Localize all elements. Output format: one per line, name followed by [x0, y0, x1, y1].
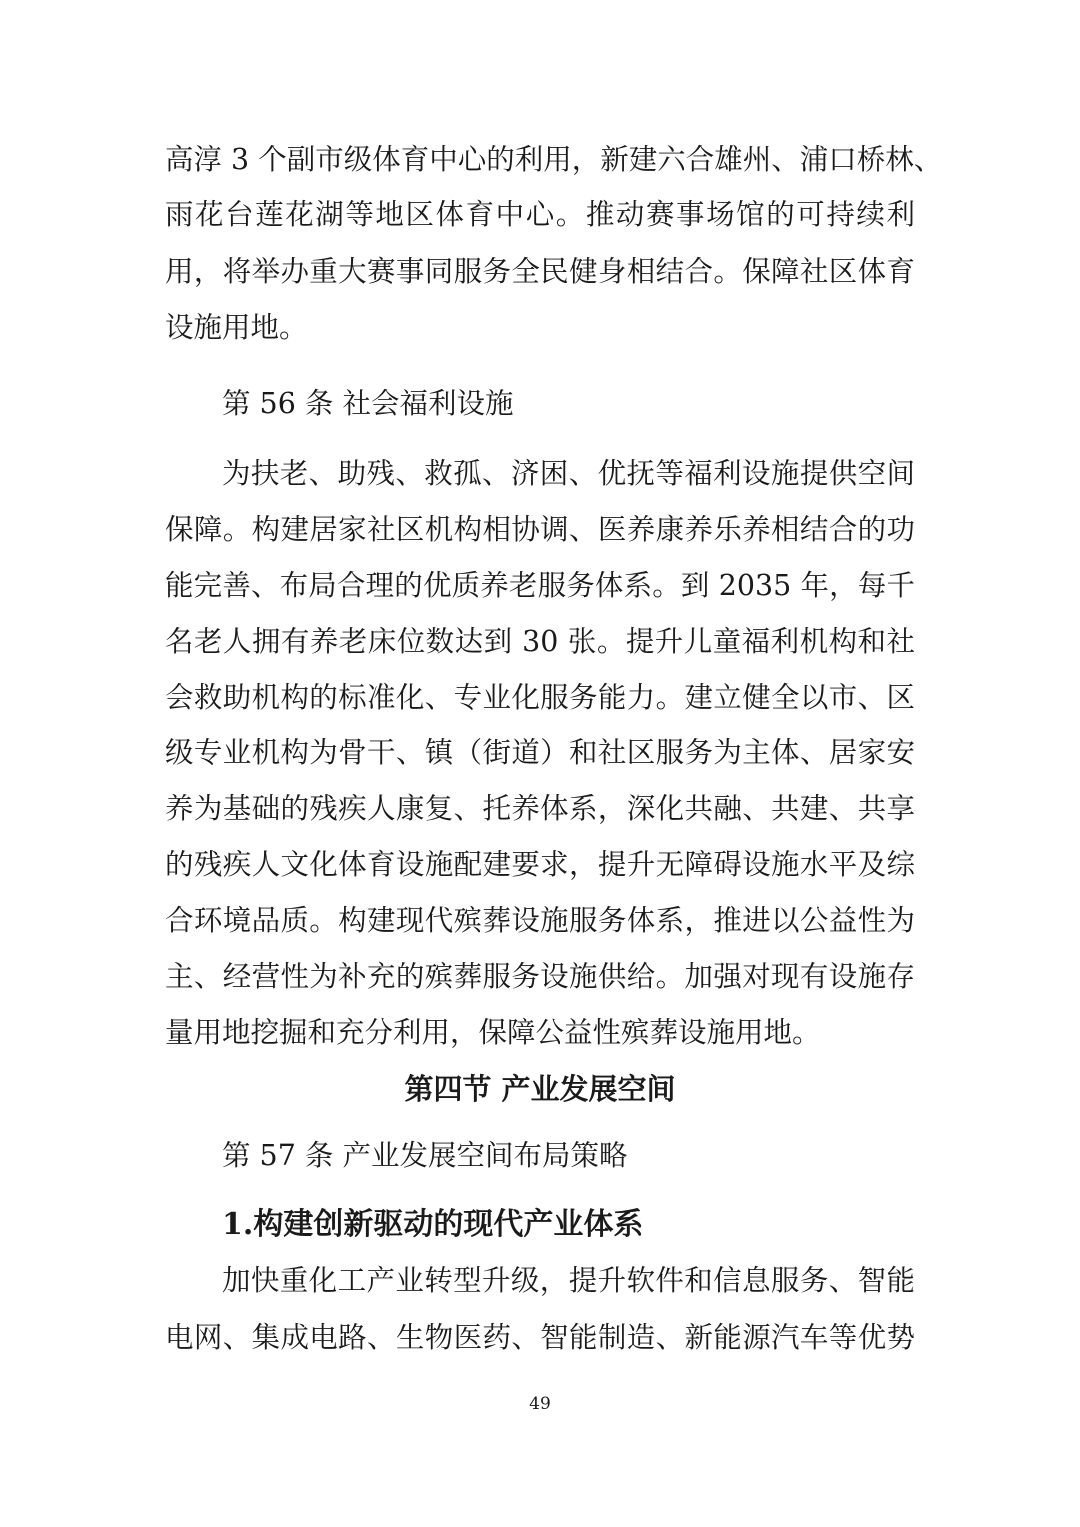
article-56-line-8: 的残疾人文化体育设施配建要求，提升无障碍设施水平及综: [165, 848, 915, 881]
article-57-subheading: 1.构建创新驱动的现代产业体系: [222, 1207, 644, 1242]
article-57-line-1: 加快重化工产业转型升级，提升软件和信息服务、智能: [222, 1264, 915, 1297]
article-56-line-7: 养为基础的残疾人康复、托养体系，深化共融、共建、共享: [165, 792, 915, 825]
article-56-line-1: 为扶老、助残、救孤、济困、优抚等福利设施提供空间: [222, 457, 915, 490]
article-56-line-2: 保障。构建居家社区机构相协调、医养康养乐养相结合的功: [165, 513, 915, 546]
article-56-line-11: 量用地挖掘和充分利用，保障公益性殡葬设施用地。: [165, 1016, 821, 1049]
article-57-line-2: 电网、集成电路、生物医药、智能制造、新能源汽车等优势: [165, 1321, 915, 1354]
intro-line-1: 高淳 3 个副市级体育中心的利用，新建六合雄州、浦口桥林、: [165, 143, 943, 176]
intro-line-3: 用，将举办重大赛事同服务全民健身相结合。保障社区体育: [165, 255, 915, 288]
section-4-title: 第四节 产业发展空间: [404, 1072, 676, 1106]
intro-line-4: 设施用地。: [165, 311, 308, 344]
page-number: 49: [529, 1394, 551, 1414]
article-57-title: 第 57 条 产业发展空间布局策略: [222, 1139, 628, 1172]
article-56-line-5: 会救助机构的标准化、专业化服务能力。建立健全以市、区: [165, 681, 915, 714]
article-56-line-10: 主、经营性为补充的殡葬服务设施供给。加强对现有设施存: [165, 960, 915, 993]
article-56-line-6: 级专业机构为骨干、镇（街道）和社区服务为主体、居家安: [165, 736, 915, 769]
article-56-line-9: 合环境品质。构建现代殡葬设施服务体系，推进以公益性为: [165, 904, 915, 937]
article-56-line-4: 名老人拥有养老床位数达到 30 张。提升儿童福利机构和社: [165, 625, 915, 658]
article-56-title: 第 56 条 社会福利设施: [222, 387, 514, 420]
article-56-line-3: 能完善、布局合理的优质养老服务体系。到 2035 年，每千: [165, 569, 915, 602]
intro-line-2: 雨花台莲花湖等地区体育中心。推动赛事场馆的可持续利: [165, 198, 915, 231]
